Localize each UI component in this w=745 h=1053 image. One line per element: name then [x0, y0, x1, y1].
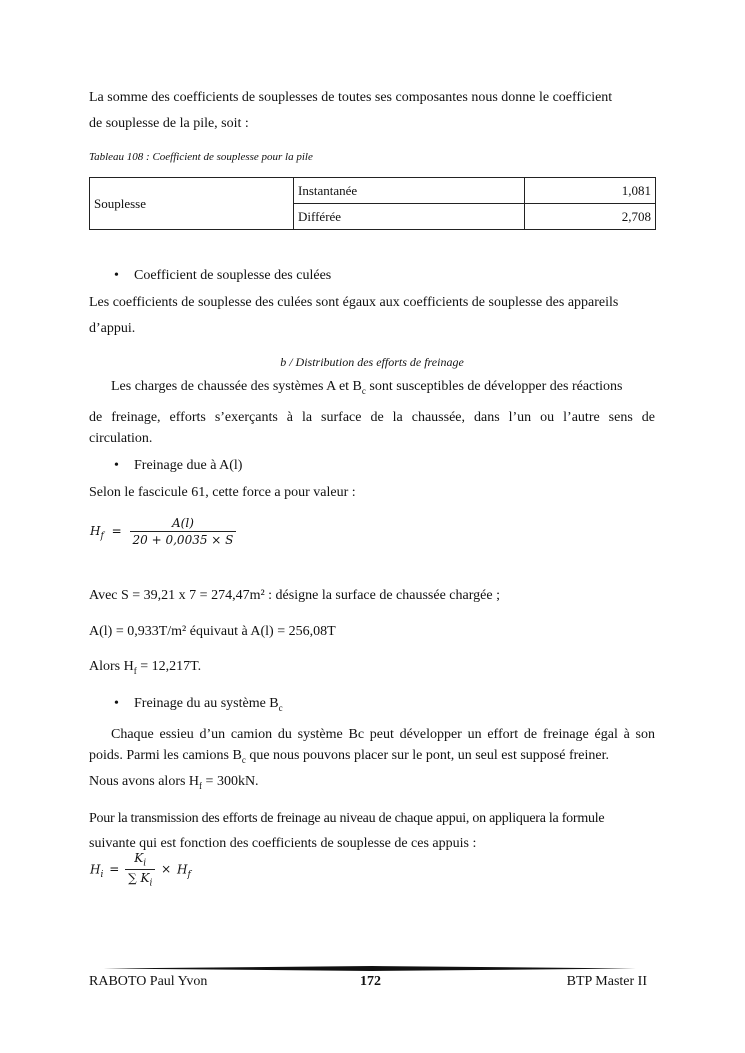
- culees-line-2: d’appui.: [89, 321, 136, 336]
- formula2-times: ×: [161, 862, 172, 877]
- bullet-dot-icon: •: [114, 458, 119, 473]
- essieu-3c: = 300kN.: [202, 774, 259, 789]
- essieu-line-3: [89, 774, 259, 791]
- formula-fraction: [130, 516, 237, 547]
- bullet-dot-icon: •: [114, 268, 119, 283]
- essieu-2a: poids. Parmi les camions B: [89, 748, 242, 763]
- table-row: [90, 178, 656, 204]
- bullet-dot-icon: •: [114, 696, 119, 711]
- alors-line: [89, 659, 201, 676]
- formula-eq: =: [111, 524, 122, 538]
- formula2-lhs-sub: i: [100, 869, 104, 880]
- bullet-text-sub: c: [278, 702, 283, 713]
- row-value-cell: 2,708: [525, 204, 656, 230]
- formula2-eq: =: [109, 862, 120, 877]
- formula2-denominator: [125, 869, 155, 888]
- bullet-text-pre: Freinage du au système B: [134, 696, 279, 711]
- charges-text-c: sont susceptibles de développer des réactions: [365, 379, 623, 394]
- formula2-num-text: K: [134, 851, 144, 865]
- avec-line: Avec S = 39,21 x 7 = 274,47m² : désigne la surface de chaussée chargée ;: [89, 588, 500, 603]
- footer-author: RABOTO Paul Yvon: [89, 974, 208, 989]
- al-line: A(l) = 0,933T/m² équivaut à A(l) = 256,08T: [89, 624, 336, 639]
- formula2-numerator: [125, 851, 155, 869]
- charges-line-2: de freinage, efforts s’exerçants à la surface de la chaussée, dans l’un ou l’autre sens de: [89, 410, 655, 425]
- essieu-2b: c: [241, 754, 246, 765]
- essieu-line-1: Chaque essieu d’un camion du système Bc peut développer un effort de freinage égal à son: [111, 727, 655, 742]
- alors-sub: f: [133, 665, 137, 676]
- essieu-2c: que nous pouvons placer sur le pont, un seul est supposé freiner.: [245, 748, 609, 763]
- section-title: b / Distribution des efforts de freinage: [280, 355, 464, 369]
- charges-text-a: Les charges de chaussée des systèmes A et B: [111, 379, 362, 394]
- alors-pre: Alors H: [89, 659, 134, 674]
- charges-line-1: [111, 379, 623, 396]
- formula2-num-sub: i: [143, 858, 147, 869]
- charges-line-3: circulation.: [89, 431, 153, 446]
- charges-sub: c: [361, 385, 366, 396]
- alors-post: = 12,217T.: [136, 659, 202, 674]
- formula-freinage: [90, 516, 236, 547]
- formula-distribution: [90, 851, 191, 889]
- footer-page-number: 172: [360, 974, 381, 989]
- formula2-rhs: H: [177, 862, 188, 877]
- transmission-line-2: suivante qui est fonction des coefficients de souplesse de ces appuis :: [89, 836, 477, 851]
- culees-line-1: Les coefficients de souplesse des culées sont égaux aux coefficients de souplesse des appareils: [89, 295, 619, 310]
- bullet-text: [134, 696, 283, 713]
- footer-course: BTP Master II: [566, 974, 647, 989]
- formula-lhs: H: [90, 524, 101, 538]
- fascicule-line: Selon le fascicule 61, cette force a pour valeur :: [89, 485, 356, 500]
- intro-line-2: de souplesse de la pile, soit :: [89, 116, 249, 131]
- row-header-cell: Souplesse: [90, 178, 294, 230]
- table-caption: Tableau 108 : Coefficient de souplesse pour la pile: [89, 151, 313, 163]
- formula-denominator: 20 + 0,0035 × S: [130, 531, 237, 547]
- souplesse-table: [89, 177, 656, 230]
- formula-numerator: A(l): [172, 516, 194, 530]
- essieu-line-2: [89, 748, 609, 765]
- intro-line-1: La somme des coefficients de souplesses de toutes ses composantes nous donne le coefficient: [89, 90, 613, 105]
- row-label-cell: Différée: [294, 204, 525, 230]
- formula2-den-sub: i: [149, 878, 153, 889]
- formula-lhs-sub: f: [100, 531, 104, 542]
- transmission-line-1: Pour la transmission des efforts de freinage au niveau de chaque appui, on appliquera la formule: [89, 811, 605, 826]
- row-value-cell: 1,081: [525, 178, 656, 204]
- row-label-cell: Instantanée: [294, 178, 525, 204]
- bullet-text: Coefficient de souplesse des culées: [134, 268, 332, 283]
- formula2-den-text: ∑ K: [128, 871, 150, 886]
- essieu-3b: f: [199, 780, 203, 791]
- essieu-3a: Nous avons alors H: [89, 774, 200, 789]
- footer-rule: [103, 966, 641, 971]
- formula2-rhs-sub: f: [187, 869, 191, 880]
- formula2-fraction: [125, 851, 155, 889]
- formula2-lhs: H: [90, 862, 101, 877]
- bullet-text: Freinage due à A(l): [134, 458, 243, 473]
